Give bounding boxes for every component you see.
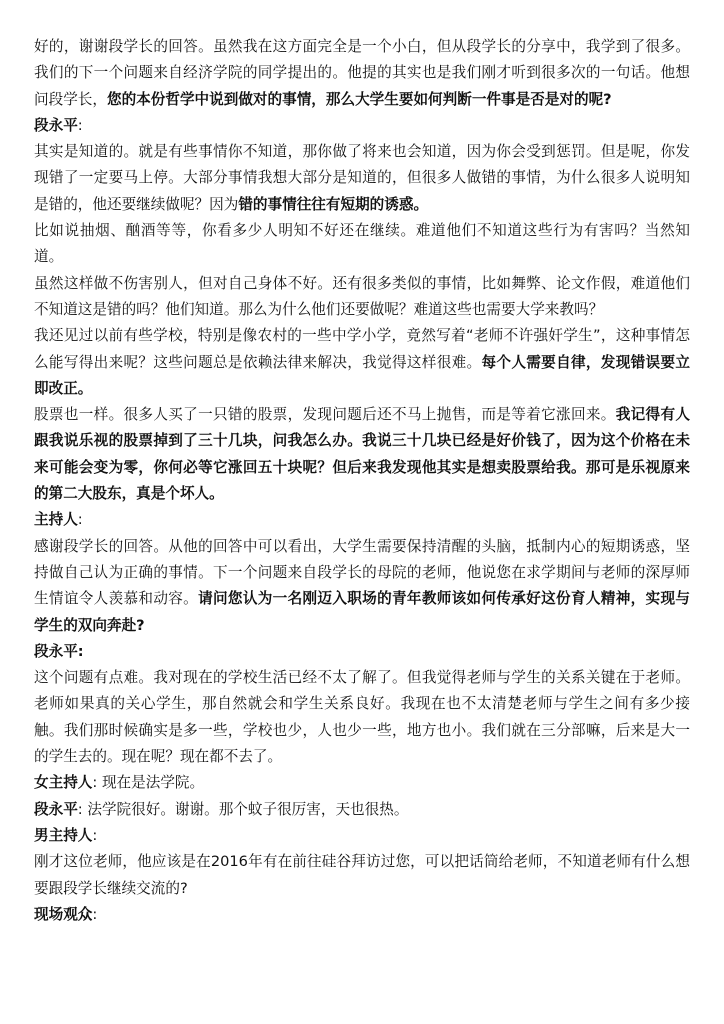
bold-text-run: 请问您认为一名刚迈入职场的青年教师该如何传承好这份育人精神，实现与学生的双向奔赴? [34, 590, 690, 634]
text-run: : [77, 116, 83, 134]
paragraph [34, 849, 690, 902]
speaker-label [34, 113, 690, 139]
text-run: : [77, 511, 83, 529]
text-run: 其实是知道的。就是有些事情你不知道，那你做了将来也会知道，因为你会受到惩罚。但是呢，你发现错了一定要马上停。大部分事情我想大部分是知道的，但很多人做错的事情，为什么很多人说明知是错的，他还要继续做呢？因为 [34, 143, 690, 213]
paragraph [34, 323, 690, 402]
bold-text-run: 错的事情往往有短期的诱惑。 [238, 195, 429, 213]
bold-text-run: 我记得有人跟我说乐视的股票掉到了三十几块，问我怎么办。我说三十几块已经是好价钱了，因为这个价格在未来可能会变为零，你何必等它涨回五十块呢？但后来我发现他其实是想卖股票给我。那可是乐视原来的第二大股东，真是个坏人。 [34, 406, 690, 503]
speaker-name: 现场观众 [34, 905, 93, 923]
speaker-name: 主持人 [34, 511, 78, 529]
speaker-name: 段永平 [34, 116, 78, 134]
speaker-label [34, 639, 690, 665]
text-run: 虽然这样做不伤害别人，但对自己身体不好。还有很多类似的事情，比如舞弊、论文作假，难道他们不知道这是错的吗？他们知道。那么为什么他们还要做呢？难道这些也需要大学来教吗？ [34, 274, 690, 318]
text-run: : 法学院很好。谢谢。那个蚊子很厉害，天也很热。 [77, 800, 409, 818]
text-run: : [92, 905, 98, 923]
text-run: 这个问题有点难。我对现在的学校生活已经不太了解了。但我觉得老师与学生的关系关键在于老师。老师如果真的关心学生，那自然就会和学生关系良好。我现在也不太清楚老师与学生之间有多少接触。我们那时候确实是多一些，学校也少，人也少一些，地方也小。我们就在三分部嘛，后来是大一的学生去的。现在呢？现在都不去了。 [34, 669, 690, 766]
text-run: 感谢段学长的回答。从他的回答中可以看出，大学生需要保持清醒的头脑，抵制内心的短期诱惑，坚持做自己认为正确的事情。下一个问题来自段学长的母院的老师，他说您在求学期间与老师的深厚师生情谊令人羡慕和动容。 [34, 537, 690, 608]
paragraph [34, 271, 690, 324]
speaker-line [34, 797, 690, 823]
speaker-line [34, 770, 690, 796]
paragraph [34, 139, 690, 218]
speaker-name: 女主持人 [34, 774, 93, 792]
text-run: : [92, 826, 98, 844]
paragraph [34, 665, 690, 770]
speaker-name: 男主持人 [34, 826, 93, 844]
text-run: 比如说抽烟、酗酒等等，你看多少人明知不好还在继续。难道他们不知道这些行为有害吗？当然知道。 [34, 222, 690, 266]
text-run: 我还见过以前有些学校，特别是像农村的一些中学小学，竟然写着“老师不许强奸学生”，这种事情怎么能写得出来呢？这些问题总是依赖法律来解决，我觉得这样很难。 [34, 327, 690, 371]
paragraph [34, 402, 690, 507]
text-run: 好的，谢谢段学长的回答。虽然我在这方面完全是一个小白，但从段学长的分享中，我学到了很多。我们的下一个问题来自经济学院的同学提出的。他提的其实也是我们刚才听到很多次的一句话。他想问段学长， [34, 38, 690, 108]
bold-text-run: 每个人需要自律，发现错误要立即改正。 [34, 353, 690, 397]
text-run: 股票也一样。很多人买了一只错的股票，发现问题后还不马上抛售，而是等着它涨回来。 [34, 406, 616, 424]
paragraph [34, 34, 690, 113]
paragraph [34, 534, 690, 639]
speaker-label [34, 823, 690, 849]
text-run: 刚才这位老师，他应该是在2016年有在前往硅谷拜访过您，可以把话筒给老师，不知道老师有什么想要跟段学长继续交流的? [34, 853, 690, 897]
text-run: : 现在是法学院。 [92, 774, 205, 792]
speaker-label [34, 902, 690, 928]
speaker-name: 段永平: [34, 642, 84, 660]
bold-text-run: 您的本份哲学中说到做对的事情，那么大学生要如何判断一件事是否是对的呢? [106, 90, 612, 108]
speaker-label [34, 507, 690, 533]
speaker-name: 段永平 [34, 800, 78, 818]
paragraph [34, 218, 690, 271]
